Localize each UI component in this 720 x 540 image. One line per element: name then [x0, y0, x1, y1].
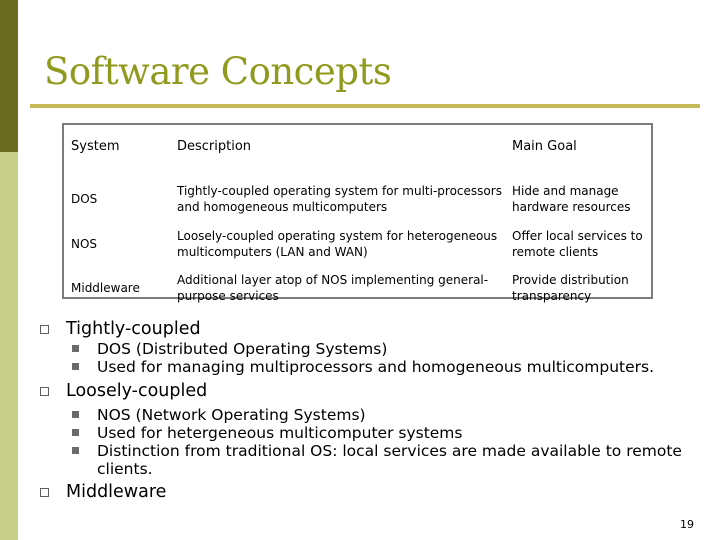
- accent-bar-dark: [0, 0, 18, 152]
- sub-bullet-item: [40, 406, 715, 424]
- filled-square-icon: [72, 345, 79, 352]
- bullet-text: Middleware: [66, 482, 167, 502]
- bullet-text: Tightly-coupled: [66, 319, 201, 339]
- sub-bullet-text: NOS (Network Operating Systems): [97, 406, 366, 424]
- table-cell-system: Middleware: [71, 281, 140, 295]
- table-cell-description: Tightly-coupled operating system for multi-processors and homogeneous multicomputers: [177, 184, 502, 214]
- table-header-cell: Description: [177, 139, 252, 154]
- filled-square-icon: [72, 363, 79, 370]
- bullet-text: Loosely-coupled: [66, 381, 208, 401]
- sub-bullet-item: [40, 442, 715, 478]
- slide-title: Software Concepts: [44, 50, 392, 93]
- title-underline: [30, 104, 700, 108]
- filled-square-icon: [72, 429, 79, 436]
- bullet-item: [40, 318, 715, 340]
- table-cell-system: NOS: [71, 237, 98, 251]
- table-header-cell: Main Goal: [512, 139, 577, 154]
- hollow-square-icon: [40, 325, 49, 334]
- table-cell-goal: Provide distribution transparency: [512, 273, 629, 303]
- sub-bullet-item: [40, 424, 715, 442]
- sub-bullet-text: Used for hetergeneous multicomputer systems: [97, 424, 463, 442]
- hollow-square-icon: [40, 387, 49, 396]
- bullet-item: [40, 481, 715, 503]
- table-header-cell: System: [71, 139, 120, 154]
- sub-bullet-item: [40, 358, 715, 376]
- accent-bar-light: [0, 152, 18, 540]
- table-cell-goal: Hide and manage hardware resources: [512, 184, 631, 214]
- sub-bullet-text: DOS (Distributed Operating Systems): [97, 340, 388, 358]
- table-cell-description: Additional layer atop of NOS implementing general-purpose services: [177, 273, 489, 303]
- sub-bullet-item: [40, 340, 715, 358]
- page-number: 19: [680, 518, 694, 531]
- bullet-outline: [40, 318, 715, 503]
- table-cell-description: Loosely-coupled operating system for heterogeneous multicomputers (LAN and WAN): [177, 229, 498, 259]
- sub-bullet-text: Used for managing multiprocessors and homogeneous multicomputers.: [97, 358, 655, 376]
- bullet-item: [40, 380, 715, 402]
- table-cell-goal: Offer local services to remote clients: [512, 229, 643, 259]
- filled-square-icon: [72, 447, 79, 454]
- comparison-table: [62, 123, 653, 303]
- table-cell-system: DOS: [71, 192, 98, 206]
- sub-bullet-text: Distinction from traditional OS: local services are made available to remote clients.: [97, 442, 682, 478]
- filled-square-icon: [72, 411, 79, 418]
- hollow-square-icon: [40, 488, 49, 497]
